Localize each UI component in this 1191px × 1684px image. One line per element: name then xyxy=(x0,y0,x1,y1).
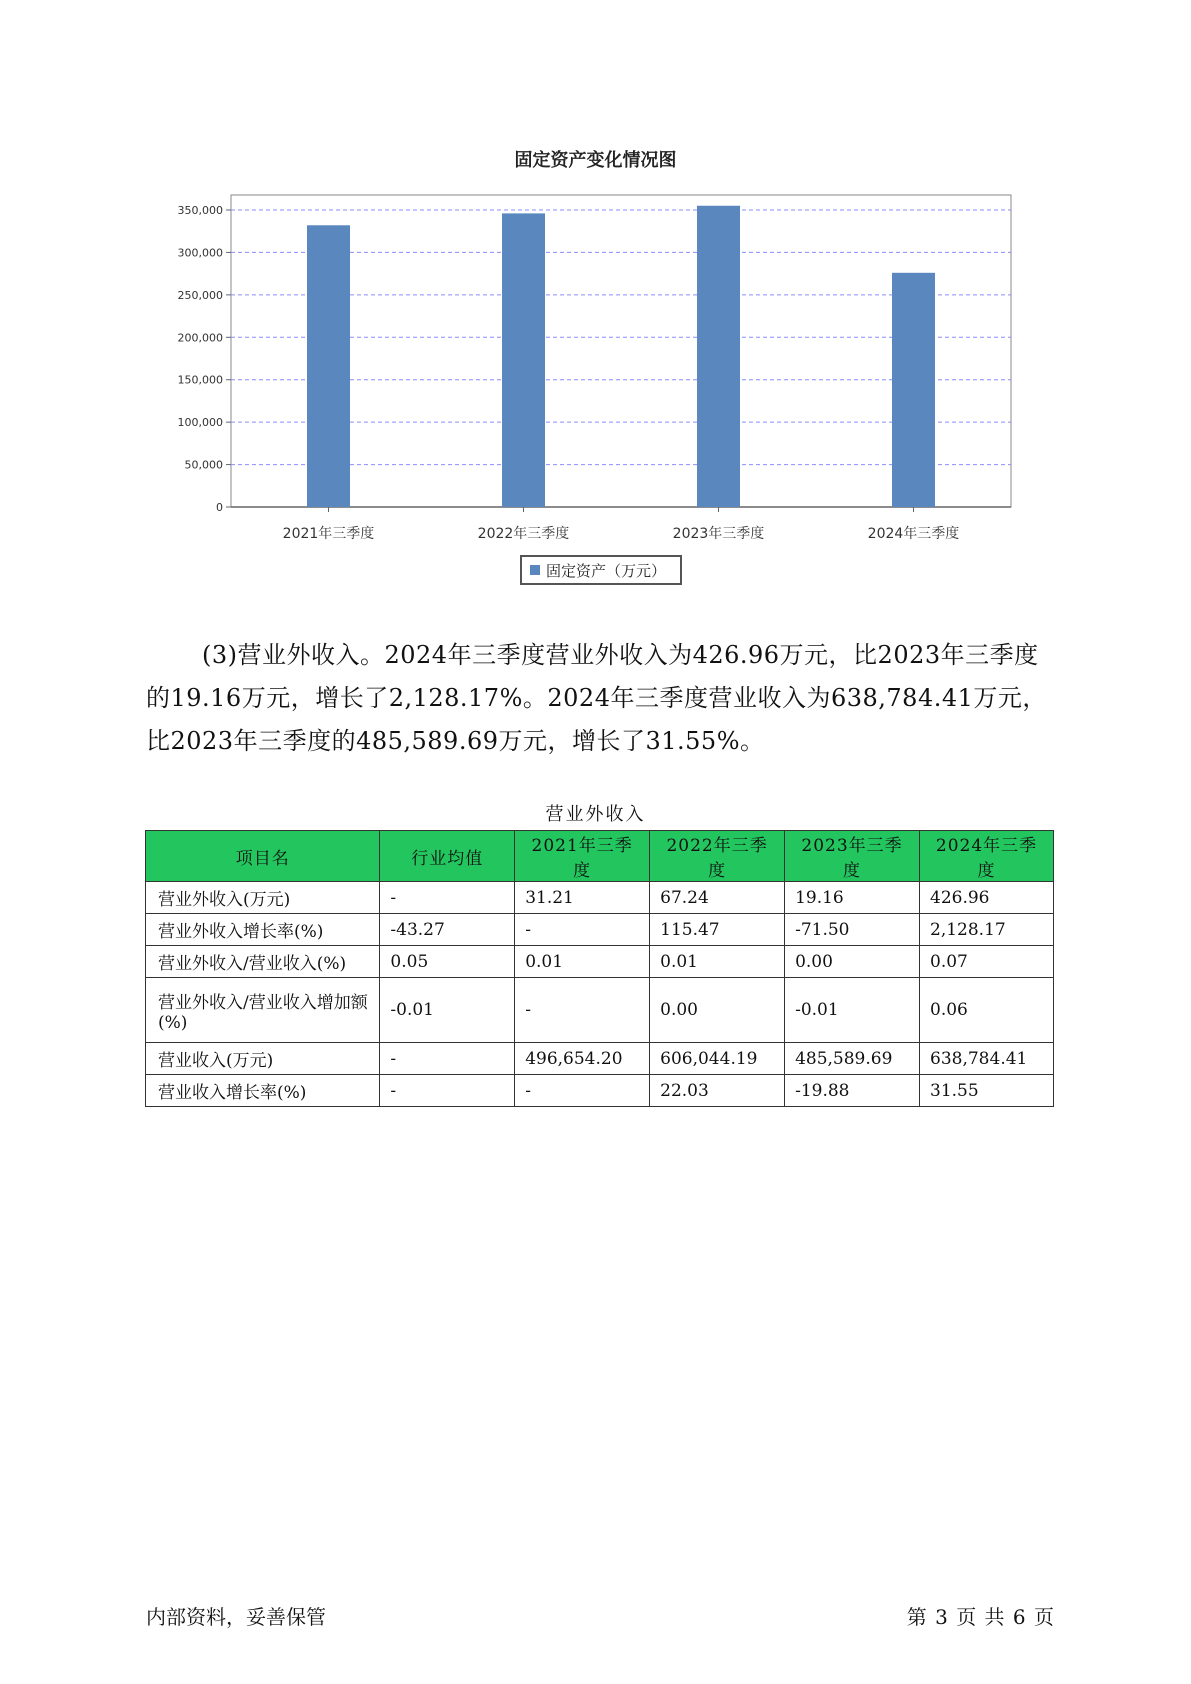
x-tick-label: 2024年三季度 xyxy=(867,526,960,542)
y-tick-label: 250,000 xyxy=(177,288,223,302)
x-tick-label: 2022年三季度 xyxy=(477,526,570,542)
row-label: 营业收入增长率(%) xyxy=(146,1075,380,1107)
table-cell: 31.21 xyxy=(515,882,650,914)
table-cell: - xyxy=(380,1075,515,1107)
bar xyxy=(502,213,545,507)
bar xyxy=(697,206,740,507)
y-tick-label: 350,000 xyxy=(177,204,223,217)
table-cell: -71.50 xyxy=(785,914,920,946)
x-tick-label: 2023年三季度 xyxy=(672,526,765,542)
table-row xyxy=(146,946,1054,978)
header-cell: 行业均值 xyxy=(380,831,515,882)
bar xyxy=(892,273,935,507)
table-cell: 31.55 xyxy=(920,1075,1054,1107)
table-cell: 426.96 xyxy=(920,882,1054,914)
table-cell: 115.47 xyxy=(650,914,785,946)
y-tick-label: 150,000 xyxy=(177,373,223,387)
y-tick-label: 300,000 xyxy=(177,246,223,260)
row-label: 营业收入(万元) xyxy=(146,1043,380,1075)
table-cell: -19.88 xyxy=(785,1075,920,1107)
table-header-row xyxy=(146,831,1054,882)
table-cell: 606,044.19 xyxy=(650,1043,785,1075)
header-cell: 2021年三季度 xyxy=(515,831,650,882)
table-cell: 638,784.41 xyxy=(920,1043,1054,1075)
table-cell: 0.05 xyxy=(380,946,515,978)
fixed-assets-bar-chart xyxy=(0,0,1191,560)
table-cell: 496,654.20 xyxy=(515,1043,650,1075)
table-cell: - xyxy=(515,978,650,1043)
table-cell: -0.01 xyxy=(785,978,920,1043)
x-tick-label: 2021年三季度 xyxy=(282,526,375,542)
table-cell: 2,128.17 xyxy=(920,914,1054,946)
y-tick-label: 0 xyxy=(216,501,223,514)
header-cell: 项目名 xyxy=(146,831,380,882)
paragraph-text: (3)营业外收入。2024年三季度营业外收入为426.96万元，比2023年三季度的19.16万元，增长了2,128.17%。2024年三季度营业收入为638,784.41万元，比2023年三季度的485,589.69万元，增长了31.55%。 xyxy=(146,641,1047,755)
y-tick-label: 200,000 xyxy=(177,331,223,345)
chart-legend xyxy=(520,555,682,585)
header-cell: 2023年三季度 xyxy=(785,831,920,882)
table-row xyxy=(146,914,1054,946)
legend-swatch xyxy=(530,565,540,575)
table-cell: 0.07 xyxy=(920,946,1054,978)
chart-title: 固定资产变化情况图 xyxy=(514,150,677,171)
table-cell: 0.06 xyxy=(920,978,1054,1043)
row-label: 营业外收入/营业收入增加额(%) xyxy=(146,978,380,1043)
row-label: 营业外收入(万元) xyxy=(146,882,380,914)
table-cell: 19.16 xyxy=(785,882,920,914)
table-cell: 67.24 xyxy=(650,882,785,914)
header-cell: 2024年三季度 xyxy=(920,831,1054,882)
table-row xyxy=(146,978,1054,1043)
table-row xyxy=(146,1075,1054,1107)
table-cell: 0.00 xyxy=(650,978,785,1043)
table-row xyxy=(146,1043,1054,1075)
table-cell: 0.01 xyxy=(515,946,650,978)
row-label: 营业外收入/营业收入(%) xyxy=(146,946,380,978)
table-cell: 22.03 xyxy=(650,1075,785,1107)
y-tick-label: 50,000 xyxy=(184,458,223,472)
footer-confidential-note: 内部资料，妥善保管 xyxy=(146,1605,326,1629)
table-cell: 0.00 xyxy=(785,946,920,978)
body-paragraph xyxy=(146,634,1060,763)
non-operating-income-table xyxy=(145,830,1054,1107)
table-cell: - xyxy=(515,914,650,946)
legend-label: 固定资产（万元） xyxy=(546,561,667,580)
table-cell: 485,589.69 xyxy=(785,1043,920,1075)
row-label: 营业外收入增长率(%) xyxy=(146,914,380,946)
bar xyxy=(307,225,350,507)
table-cell: 0.01 xyxy=(650,946,785,978)
table-cell: -0.01 xyxy=(380,978,515,1043)
table-cell: - xyxy=(380,882,515,914)
y-tick-label: 100,000 xyxy=(177,416,223,430)
header-cell: 2022年三季度 xyxy=(650,831,785,882)
table-caption: 营业外收入 xyxy=(545,804,646,825)
table-cell: - xyxy=(380,1043,515,1075)
table-cell: - xyxy=(515,1075,650,1107)
footer-page-number: 第 3 页 共 6 页 xyxy=(906,1605,1055,1629)
table-row xyxy=(146,882,1054,914)
table-cell: -43.27 xyxy=(380,914,515,946)
